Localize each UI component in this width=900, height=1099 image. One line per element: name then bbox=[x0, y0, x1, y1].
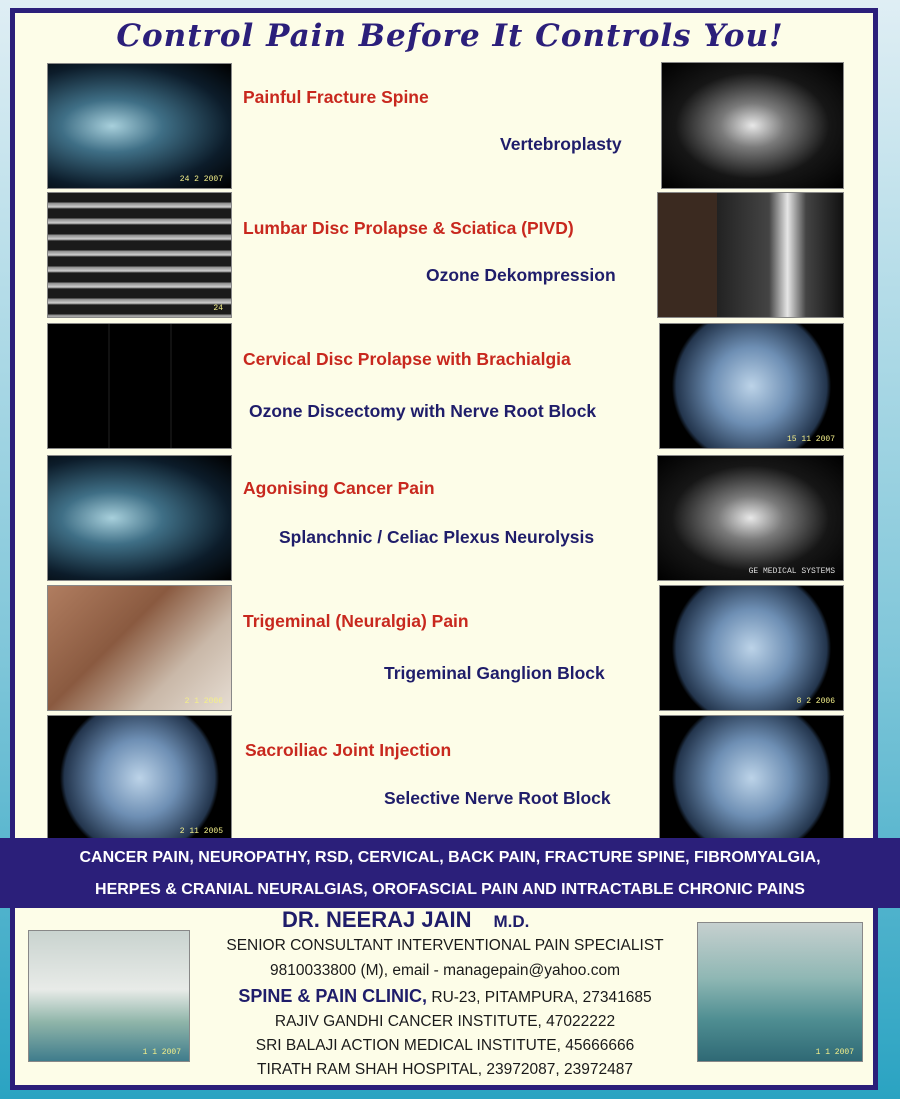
sacroiliac-fluoroscopy-image bbox=[47, 715, 232, 841]
doctor-contact: 9810033800 (M), email - managepain@yahoo.com bbox=[269, 962, 621, 979]
headline: Control Pain Before It Controls You! bbox=[116, 18, 784, 54]
image-date-stamp: 1 1 2007 bbox=[142, 1048, 181, 1057]
band-line-2: HERPES & CRANIAL NEURALGIAS, OROFASCIAL PAIN AND INTRACTABLE CHRONIC PAINS bbox=[95, 881, 805, 898]
band-line-1: CANCER PAIN, NEUROPATHY, RSD, CERVICAL, BACK PAIN, FRACTURE SPINE, FIBROMYALGIA, bbox=[79, 849, 821, 866]
affiliation-1: RAJIV GANDHI CANCER INSTITUTE, 47022222 bbox=[274, 1013, 616, 1030]
abdominal-ct-image bbox=[47, 455, 232, 581]
lumbar-mri-image bbox=[47, 192, 232, 318]
condition-label: Trigeminal (Neuralgia) Pain bbox=[243, 611, 469, 631]
treatment-label: Vertebroplasty bbox=[500, 134, 622, 154]
affiliation-2: SRI BALAJI ACTION MEDICAL INSTITUTE, 45666666 bbox=[255, 1037, 635, 1054]
nerve-root-fluoroscopy-image bbox=[659, 715, 844, 841]
trigeminal-fluoroscopy-image bbox=[659, 585, 844, 711]
treatment-label: Splanchnic / Celiac Plexus Neurolysis bbox=[279, 527, 595, 547]
doctor-ct-room-photo bbox=[28, 930, 190, 1062]
image-date-stamp: 8 2 2006 bbox=[796, 697, 835, 706]
condition-label: Sacroiliac Joint Injection bbox=[245, 740, 452, 760]
ct-spine-image bbox=[47, 63, 232, 189]
image-date-stamp: 2 11 2005 bbox=[179, 827, 223, 836]
image-date-stamp: 2 1 2006 bbox=[184, 697, 223, 706]
treatment-label: Selective Nerve Root Block bbox=[384, 788, 611, 808]
condition-label: Painful Fracture Spine bbox=[243, 87, 429, 107]
affiliation-3: TIRATH RAM SHAH HOSPITAL, 23972087, 23972487 bbox=[257, 1061, 633, 1078]
conditions-band bbox=[0, 838, 900, 908]
doctor-name-text: DR. NEERAJ JAIN bbox=[282, 907, 472, 932]
clinic-name: SPINE & PAIN CLINIC, bbox=[238, 986, 428, 1006]
treatment-label: Ozone Dekompression bbox=[426, 265, 616, 285]
cervical-mri-image bbox=[47, 323, 232, 449]
surgery-photo bbox=[697, 922, 863, 1062]
image-date-stamp: 1 1 2007 bbox=[815, 1048, 854, 1057]
patient-mouth-photo bbox=[47, 585, 232, 711]
clinic-line bbox=[190, 986, 700, 1007]
ozone-ct-image bbox=[657, 192, 844, 318]
doctor-title: SENIOR CONSULTANT INTERVENTIONAL PAIN SPECIALIST bbox=[226, 937, 664, 954]
treatment-label: Trigeminal Ganglion Block bbox=[384, 663, 605, 683]
doctor-degree: M.D. bbox=[493, 912, 530, 931]
cervical-fluoroscopy-image bbox=[659, 323, 844, 449]
doctor-name bbox=[282, 907, 529, 933]
image-date-stamp: 24 bbox=[213, 304, 223, 313]
clinic-address: RU-23, PITAMPURA, 27341685 bbox=[427, 989, 652, 1006]
treatment-label: Ozone Discectomy with Nerve Root Block bbox=[249, 401, 597, 421]
condition-label: Cervical Disc Prolapse with Brachialgia bbox=[243, 349, 571, 369]
vertebroplasty-image bbox=[661, 62, 844, 189]
image-caption-stamp: GE MEDICAL SYSTEMS bbox=[748, 567, 835, 576]
image-date-stamp: 15 11 2007 bbox=[786, 435, 835, 444]
image-date-stamp: 24 2 2007 bbox=[179, 175, 223, 184]
condition-label: Lumbar Disc Prolapse & Sciatica (PIVD) bbox=[243, 218, 574, 238]
condition-label: Agonising Cancer Pain bbox=[243, 478, 435, 498]
celiac-ct-image bbox=[657, 455, 844, 581]
